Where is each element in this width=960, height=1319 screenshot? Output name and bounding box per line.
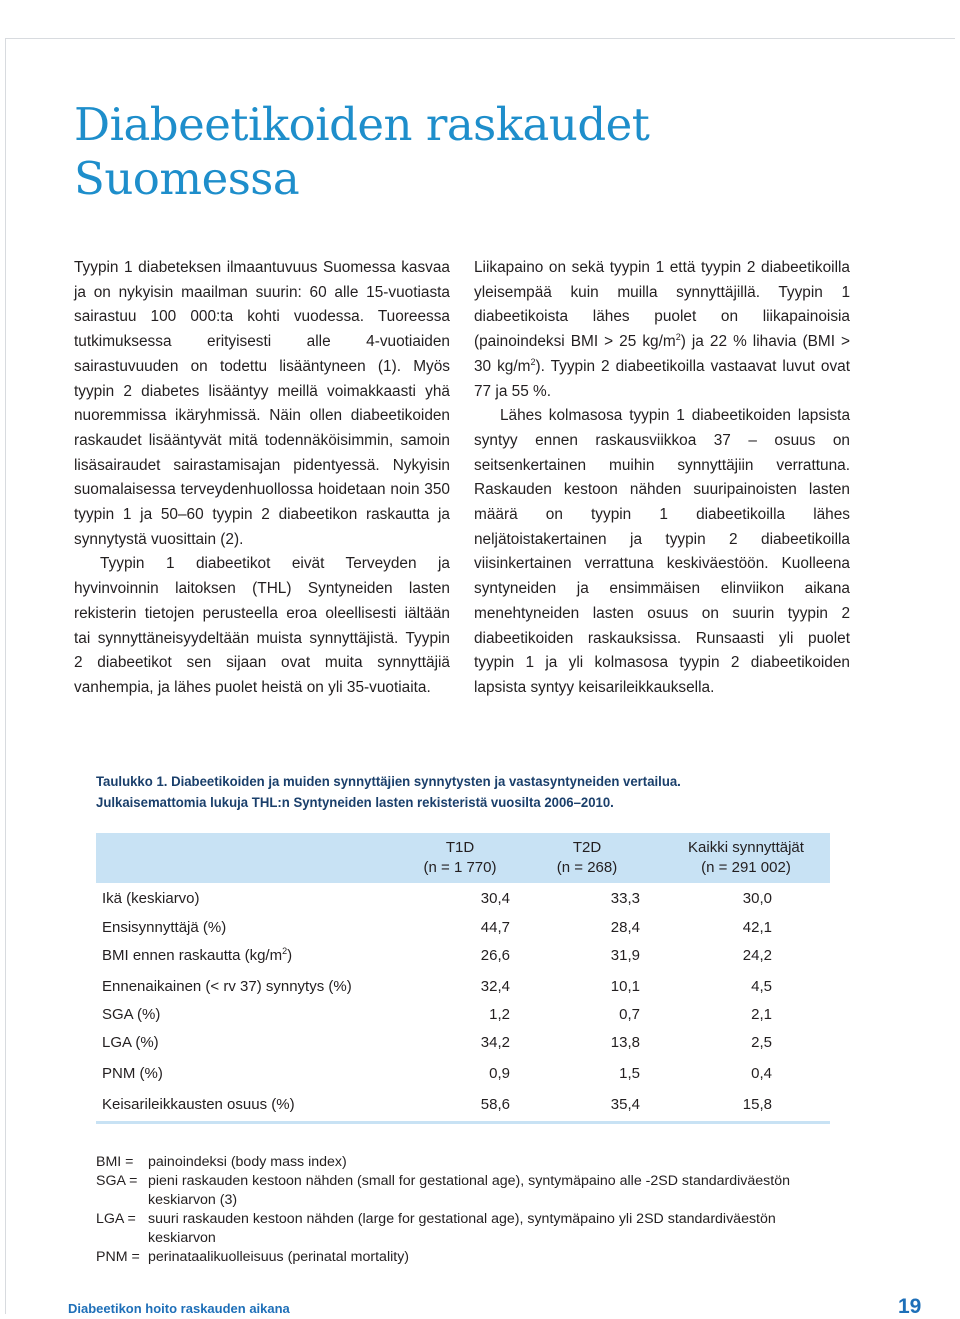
row-label: LGA (%) [102,1033,159,1051]
row-label: Ensisynnyttäjä (%) [102,918,227,936]
header-line: Kaikki synnyttäjät [688,839,804,856]
body-column-left [74,256,450,701]
row-label: SGA (%) [102,1005,161,1023]
cell-t1d: 32,4 [480,977,510,995]
cell-t2d: 1,5 [619,1064,640,1082]
table-row [96,1028,830,1056]
header-line: (n = 1 770) [423,859,497,876]
comparison-table [96,833,830,1124]
body-paragraph: Tyypin 1 diabeetikot eivät Terveyden ja hyvinvoinnin laitoksen (THL) Syntyneiden lasten rekisterin tietojen perusteella eroa oleellisesti iältään tai synnyttäneisyydeltään muista synnyttäjistä. Tyypin 2 diabeetikot sen sijaan ovat muita synnyttäjiä vanhempia, ja lähes puolet heistä on yli 35-vuotiaita. [74,555,450,696]
table-caption-line-2: Julkaisemattomia lukuja THL:n Syntyneiden lasten rekisteristä vuosilta 2006–2010. [96,794,614,810]
header-line: T2D [572,839,602,856]
cell-t2d: 31,9 [610,946,640,964]
cell-all: 42,1 [742,918,772,936]
header-line: T1D [445,839,475,856]
row-label [96,941,368,969]
table-header-row [96,833,830,883]
table-row [96,1056,830,1087]
cell-t1d: 34,2 [480,1033,510,1051]
footnote-definition: suuri raskauden kestoon nähden (large for gestational age), syntymäpaino yli 2SD standardiväestön keskiarvon [148,1211,776,1246]
cell-t2d: 10,1 [610,977,640,995]
footnotes [96,1153,816,1267]
table-row [96,1000,830,1028]
cell-t1d: 26,6 [480,946,510,964]
footnote-abbr: PNM = [96,1249,140,1265]
footer-title: Diabeetikon hoito raskauden aikana [68,1301,290,1316]
footnote-abbr: SGA = [96,1173,138,1189]
table-caption-line-1: Taulukko 1. Diabeetikoiden ja muiden synnyttäjien synnytysten ja vastasyntyneiden vertailua. [96,773,681,789]
cell-t2d: 0,7 [619,1005,640,1023]
body-paragraph: Lähes kolmasosa tyypin 1 diabeetikoiden lapsista syntyy ennen raskausviikkoa 37 – osuus on seitsenkertainen muihin synnyttäjiin verrattuna. Raskauden kestoon nähden suuripainoisten lasten määrä on tyypin 1 diabeetikoilla lähes neljätoistakertainen ja tyypin 2 diabeetikoilla viisinkertainen verrattuna keskiväestöön. Kuolleena syntyneiden ja ensimmäisen elinviikon aikana menehtyneiden lasten osuus on suurin tyypin 2 diabeetikoiden raskauksissa. Runsaasti yli puolet tyypin 1 ja yli kolmasosa tyypin 2 diabeetikoiden lapsista syntyy keisarileikkauksella. [474,407,850,696]
footnote-item [96,1153,816,1172]
footnote-definition: pieni raskauden kestoon nähden (small for gestational age), syntymäpaino alle -2SD standardiväestön keskiarvon (3) [148,1173,790,1208]
text-run: ) ja 22 % lihavia (BMI > 30 kg/m [474,333,851,375]
cell-all: 2,5 [751,1033,772,1051]
table-row [96,883,830,913]
row-label: Keisarileikkausten osuus (%) [96,1087,368,1123]
cell-all: 30,0 [742,889,772,907]
cell-t1d: 44,7 [480,918,510,936]
table-caption [96,771,810,813]
text-run: ). Tyypin 2 diabeetikoilla vastaavat luvut ovat 77 ja 55 %. [474,357,851,400]
header-cell-all [662,833,830,883]
superscript: 2 [530,356,536,367]
footnote-item [96,1172,816,1210]
superscript: 2 [675,331,681,342]
footnote-item [96,1210,816,1248]
table-row [96,969,830,1000]
footnote-definition: perinataalikuolleisuus (perinatal mortality) [148,1249,410,1265]
row-label-text: BMI ennen raskautta (kg/m [102,946,283,964]
cell-t2d: 33,3 [610,889,640,907]
body-paragraph: Tyypin 1 diabeteksen ilmaantuvuus Suomessa kasvaa ja on nykyisin maailman suurin: 60 alle 15-vuotiasta sairastuu 100 000:ta kohti vuodessa. Tuoreessa tutkimuksessa erityisesti alle 4-vuotiaiden sairastuvuuden on todettu lisääntyneen (1). Myös tyypin 2 diabetes lisääntyy meillä voimakkaasti yhä nuoremmissa ikäryhmissä. Näin ollen diabeetikoiden raskaudet lisääntyvät mitä todennäköisimmin, samoin lisäsairaudet sairastamisajan pidentyessä. Nykyisin suomalaisessa terveydenhuollossa hoidetaan noin 350 tyypin 1 ja 50–60 tyypin 2 diabeetikon raskautta ja synnytystä vuosittain (2). [74,259,450,548]
table-row [96,913,830,941]
cell-t2d: 28,4 [610,918,640,936]
footnote-definition: painoindeksi (body mass index) [148,1154,347,1170]
cell-t1d: 30,4 [480,889,510,907]
row-label-text: ) [287,946,293,964]
cell-all: 0,4 [751,1064,772,1082]
cell-t1d: 58,6 [368,1087,512,1123]
header-line: (n = 268) [556,859,618,876]
page-number: 19 [898,1295,922,1318]
header-line: (n = 291 002) [701,859,791,876]
title-line-2: Suomessa [74,152,300,205]
cell-t2d: 13,8 [610,1033,640,1051]
cell-all: 15,8 [662,1087,830,1123]
cell-all: 24,2 [742,946,772,964]
row-label: PNM (%) [102,1064,163,1082]
footnote-abbr: LGA = [96,1211,136,1227]
footnote-abbr: BMI = [96,1154,134,1170]
body-column-right [474,256,850,701]
page-title [74,98,649,206]
header-cell-empty [96,833,368,883]
header-cell-t1d [368,833,512,883]
row-label: Ennenaikainen (< rv 37) synnytys (%) [102,977,352,995]
table-row [96,941,830,969]
body-paragraph [474,256,850,404]
text-run: Liikapaino on sekä tyypin 1 että tyypin 2 diabeetikoilla yleisempää kuin muilla synnyttäjillä. Tyypin 1 diabeetikoista lähes puolet on liikapainoisia (painoindeksi BMI > 25 kg/m [474,259,850,351]
table-row [96,1087,830,1123]
title-line-1: Diabeetikoiden raskaudet [74,98,650,151]
cell-t2d: 35,4 [512,1087,662,1123]
cell-t1d: 0,9 [489,1064,510,1082]
cell-all: 4,5 [751,977,772,995]
cell-t1d: 1,2 [489,1005,510,1023]
footnote-item [96,1248,816,1267]
cell-all: 2,1 [751,1005,772,1023]
superscript: 2 [282,945,288,956]
row-label: Ikä (keskiarvo) [102,889,200,907]
header-cell-t2d [512,833,662,883]
